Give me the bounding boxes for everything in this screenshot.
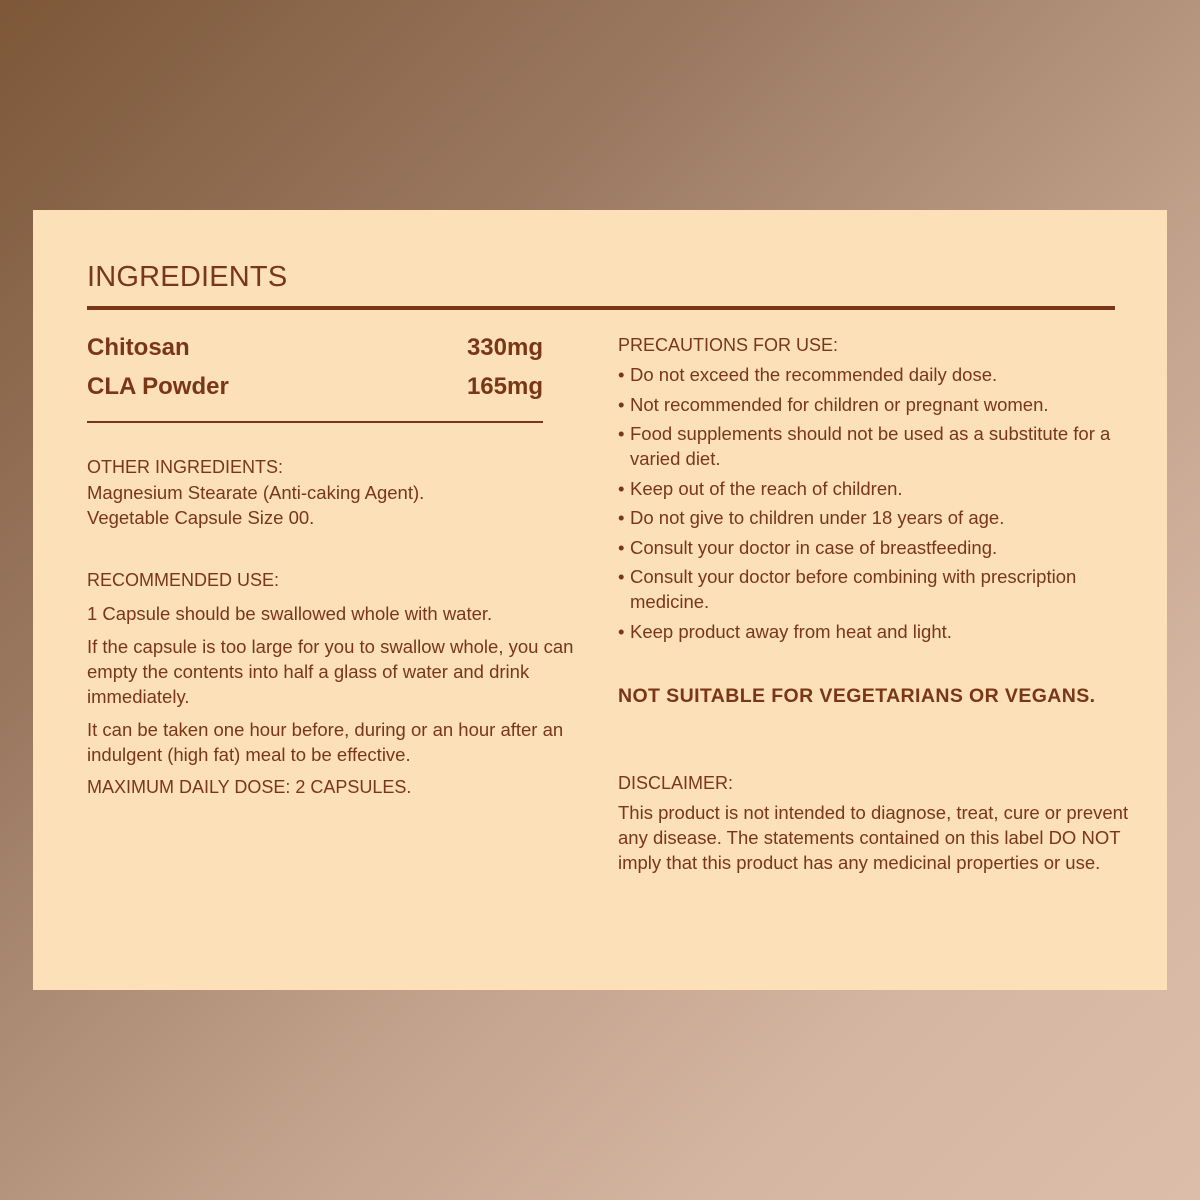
ingredients-title: INGREDIENTS: [87, 261, 288, 293]
disclaimer-text: This product is not intended to diagnose, treat, cure or prevent any disease. The statements contained on this label DO NOT imply that this product has any medicinal properties or use.: [618, 801, 1129, 873]
bullet-icon: •: [618, 477, 625, 499]
precaution-item: • Food supplements should not be used as a substitute for a varied diet.: [618, 423, 1111, 469]
precaution-item: • Do not exceed the recommended daily dose.: [618, 364, 998, 385]
bullet-icon: •: [618, 393, 625, 415]
precaution-item: • Not recommended for children or pregnant women.: [618, 393, 1049, 415]
bullet-icon: •: [618, 566, 625, 587]
max-daily-dose: MAXIMUM DAILY DOSE: 2 CAPSULES.: [87, 777, 412, 797]
other-ingredient-line: Magnesium Stearate (Anti-caking Agent).: [87, 482, 425, 503]
precautions-heading: PRECAUTIONS FOR USE:: [618, 335, 839, 355]
precautions-list: [618, 362, 1138, 644]
other-ingredients-section: [87, 455, 587, 530]
bullet-icon: •: [618, 507, 625, 528]
recommended-use-paragraph: 1 Capsule should be swallowed whole with water.: [87, 603, 493, 624]
title-divider: [87, 306, 1115, 310]
precaution-item: • Keep product away from heat and light.: [618, 620, 952, 642]
other-ingredients-heading: OTHER INGREDIENTS:: [87, 457, 284, 477]
ingredient-name: CLA Powder: [87, 373, 229, 400]
ingredient-amount: 330mg: [466, 334, 543, 361]
disclaimer-section: [618, 771, 1138, 875]
ingredient-name: Chitosan: [87, 334, 190, 361]
recommended-use-section: [87, 568, 587, 800]
precaution-item: • Keep out of the reach of children.: [618, 477, 903, 499]
bullet-icon: •: [618, 620, 625, 642]
ingredient-row: [87, 367, 543, 406]
ingredients-label-card: [33, 210, 1167, 990]
recommended-use-heading: RECOMMENDED USE:: [87, 570, 280, 590]
bullet-icon: •: [618, 423, 625, 444]
precaution-item: • Consult your doctor before combining with prescription medicine.: [618, 566, 1077, 612]
ingredients-divider: [87, 421, 543, 423]
ingredient-row: [87, 328, 543, 367]
right-column: [618, 333, 1138, 875]
ingredient-amount: 165mg: [466, 373, 543, 400]
bullet-icon: •: [618, 536, 625, 558]
recommended-use-paragraph: If the capsule is too large for you to swallow whole, you can empty the contents into half a glass of water and drink immediately.: [87, 636, 574, 707]
vegetarian-warning: NOT SUITABLE FOR VEGETARIANS OR VEGANS.: [618, 684, 1096, 707]
disclaimer-heading: DISCLAIMER:: [618, 772, 734, 793]
other-ingredient-line: Vegetable Capsule Size 00.: [87, 507, 315, 528]
left-column: [87, 328, 587, 808]
recommended-use-paragraph: It can be taken one hour before, during or an hour after an indulgent (high fat) meal to be effective.: [87, 719, 564, 765]
precaution-item: • Consult your doctor in case of breastfeeding.: [618, 536, 998, 558]
precaution-item: • Do not give to children under 18 years of age.: [618, 507, 1005, 528]
bullet-icon: •: [618, 364, 625, 385]
